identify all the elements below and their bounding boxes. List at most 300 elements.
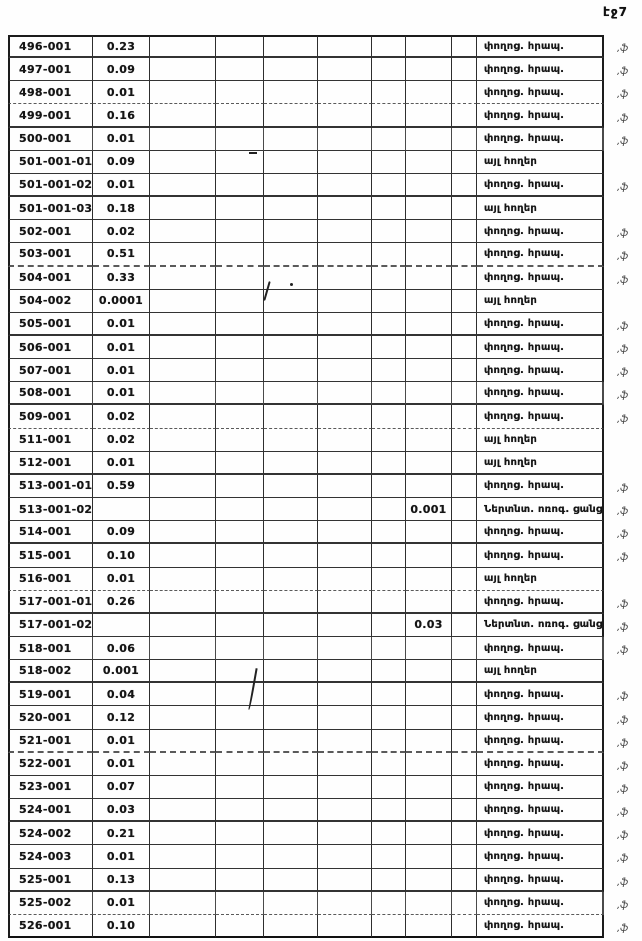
land-use-cell: այլ հողեր — [477, 568, 604, 591]
land-use-cell: փողոց. հրապ. — [477, 591, 604, 614]
parcel-id-cell: 526-001 — [8, 915, 93, 938]
parcel-id-cell: 524-003 — [8, 845, 93, 868]
empty-cell — [264, 35, 318, 58]
empty-cell — [150, 845, 216, 868]
empty-cell — [372, 591, 406, 614]
empty-cell — [372, 614, 406, 637]
margin-mark: ,ֆ — [617, 274, 629, 286]
empty-cell — [318, 845, 372, 868]
empty-cell — [264, 220, 318, 243]
land-use-cell: փողոց. հրապ. — [477, 753, 604, 776]
empty-cell — [150, 591, 216, 614]
area-cell: 0.01 — [93, 730, 150, 753]
empty-cell — [318, 290, 372, 313]
empty-cell — [318, 128, 372, 151]
empty-cell — [150, 475, 216, 498]
area-cell: 0.33 — [93, 267, 150, 290]
empty-cell — [216, 382, 264, 405]
empty-cell — [452, 822, 477, 845]
margin-mark: ,ֆ — [617, 621, 629, 633]
parcel-id-cell: 496-001 — [8, 35, 93, 58]
area2-cell — [406, 915, 452, 938]
empty-cell — [216, 58, 264, 81]
area-cell: 0.02 — [93, 405, 150, 428]
land-use-cell: փողոց. հրապ. — [477, 174, 604, 197]
area2-cell — [406, 359, 452, 382]
parcel-id-cell: 507-001 — [8, 359, 93, 382]
empty-cell — [216, 475, 264, 498]
area-cell: 0.10 — [93, 544, 150, 567]
empty-cell — [372, 660, 406, 683]
empty-cell — [318, 498, 372, 521]
empty-cell — [452, 313, 477, 336]
margin-mark: ,ֆ — [617, 598, 629, 610]
empty-cell — [452, 799, 477, 822]
empty-cell — [318, 174, 372, 197]
area2-cell — [406, 151, 452, 174]
margin-mark: ,ֆ — [617, 552, 629, 564]
empty-cell — [216, 104, 264, 127]
empty-cell — [150, 915, 216, 938]
area-cell — [93, 498, 150, 521]
land-use-cell: փողոց. հրապ. — [477, 81, 604, 104]
empty-cell — [318, 892, 372, 915]
empty-cell — [150, 58, 216, 81]
empty-cell — [264, 706, 318, 729]
empty-cell — [150, 267, 216, 290]
empty-cell — [150, 405, 216, 428]
empty-cell — [264, 614, 318, 637]
empty-cell — [452, 220, 477, 243]
parcel-id-cell: 517-001-02 — [8, 614, 93, 637]
parcel-id-cell: 524-001 — [8, 799, 93, 822]
empty-cell — [264, 660, 318, 683]
land-use-cell: փողոց. հրապ. — [477, 869, 604, 892]
empty-cell — [372, 799, 406, 822]
empty-cell — [372, 313, 406, 336]
table-row — [8, 521, 640, 544]
area-cell: 0.59 — [93, 475, 150, 498]
table-row — [8, 591, 640, 614]
area2-cell — [406, 892, 452, 915]
parcel-id-cell: 509-001 — [8, 405, 93, 428]
land-use-cell: փողոց. հրապ. — [477, 521, 604, 544]
parcel-id-cell: 518-002 — [8, 660, 93, 683]
parcel-id-cell: 498-001 — [8, 81, 93, 104]
table-row — [8, 660, 640, 683]
empty-cell — [452, 915, 477, 938]
table-row — [8, 799, 640, 822]
empty-cell — [216, 799, 264, 822]
margin-mark: ,ֆ — [617, 783, 629, 795]
parcel-id-cell: 517-001-01 — [8, 591, 93, 614]
table-row — [8, 475, 640, 498]
land-use-cell: այլ հողեր — [477, 660, 604, 683]
empty-cell — [216, 81, 264, 104]
empty-cell — [318, 475, 372, 498]
empty-cell — [264, 243, 318, 266]
empty-cell — [372, 58, 406, 81]
empty-cell — [216, 568, 264, 591]
area2-cell — [406, 35, 452, 58]
area-cell: 0.16 — [93, 104, 150, 127]
table-row — [8, 290, 640, 313]
area-cell: 0.18 — [93, 197, 150, 220]
area-cell: 0.01 — [93, 568, 150, 591]
empty-cell — [452, 58, 477, 81]
empty-cell — [372, 405, 406, 428]
empty-cell — [452, 776, 477, 799]
table-row — [8, 869, 640, 892]
empty-cell — [318, 359, 372, 382]
empty-cell — [216, 683, 264, 706]
empty-cell — [216, 614, 264, 637]
empty-cell — [216, 706, 264, 729]
empty-cell — [452, 683, 477, 706]
empty-cell — [264, 753, 318, 776]
area2-cell — [406, 81, 452, 104]
empty-cell — [318, 753, 372, 776]
empty-cell — [264, 869, 318, 892]
land-use-cell: փողոց. հրապ. — [477, 220, 604, 243]
land-use-cell: Ներտնտ. ոռոգ. ցանց — [477, 498, 604, 521]
area2-cell — [406, 521, 452, 544]
margin-mark: ,ֆ — [617, 506, 629, 518]
empty-cell — [318, 776, 372, 799]
parcel-id-cell: 519-001 — [8, 683, 93, 706]
empty-cell — [216, 336, 264, 359]
area-cell: 0.02 — [93, 429, 150, 452]
land-use-cell: այլ հողեր — [477, 452, 604, 475]
empty-cell — [372, 220, 406, 243]
empty-cell — [216, 591, 264, 614]
area-cell: 0.06 — [93, 637, 150, 660]
area2-cell — [406, 776, 452, 799]
empty-cell — [452, 591, 477, 614]
margin-mark: ,ֆ — [617, 529, 629, 541]
empty-cell — [318, 35, 372, 58]
parcel-table — [8, 35, 640, 938]
parcel-id-cell: 514-001 — [8, 521, 93, 544]
empty-cell — [150, 521, 216, 544]
land-use-cell: փողոց. հրապ. — [477, 730, 604, 753]
parcel-id-cell: 515-001 — [8, 544, 93, 567]
empty-cell — [216, 869, 264, 892]
empty-cell — [264, 313, 318, 336]
table-row — [8, 197, 640, 220]
empty-cell — [216, 637, 264, 660]
margin-mark: ,ֆ — [617, 691, 629, 703]
margin-mark: ,ֆ — [617, 645, 629, 657]
page-number: էջ7 — [602, 5, 628, 19]
empty-cell — [318, 151, 372, 174]
table-row — [8, 845, 640, 868]
table-row — [8, 637, 640, 660]
area2-cell — [406, 174, 452, 197]
empty-cell — [216, 220, 264, 243]
area-cell: 0.01 — [93, 128, 150, 151]
empty-cell — [318, 614, 372, 637]
parcel-id-cell: 505-001 — [8, 313, 93, 336]
land-use-cell: փողոց. հրապ. — [477, 637, 604, 660]
table-row — [8, 822, 640, 845]
empty-cell — [318, 220, 372, 243]
margin-mark: ,ֆ — [617, 112, 629, 124]
empty-cell — [150, 35, 216, 58]
empty-cell — [264, 892, 318, 915]
empty-cell — [372, 429, 406, 452]
area2-cell — [406, 405, 452, 428]
area-cell: 0.09 — [93, 58, 150, 81]
empty-cell — [318, 544, 372, 567]
parcel-id-cell: 521-001 — [8, 730, 93, 753]
empty-cell — [372, 521, 406, 544]
margin-mark: ,ֆ — [617, 807, 629, 819]
empty-cell — [318, 197, 372, 220]
table-row — [8, 267, 640, 290]
area-cell: 0.10 — [93, 915, 150, 938]
scan-artifact — [249, 152, 257, 154]
area-cell: 0.001 — [93, 660, 150, 683]
empty-cell — [318, 869, 372, 892]
parcel-id-cell: 504-001 — [8, 267, 93, 290]
land-use-cell: այլ հողեր — [477, 429, 604, 452]
empty-cell — [216, 35, 264, 58]
empty-cell — [216, 243, 264, 266]
empty-cell — [216, 544, 264, 567]
area2-cell — [406, 706, 452, 729]
empty-cell — [264, 290, 318, 313]
empty-cell — [318, 382, 372, 405]
area2-cell — [406, 683, 452, 706]
margin-mark — [604, 292, 640, 315]
empty-cell — [452, 35, 477, 58]
land-use-cell: այլ հողեր — [477, 197, 604, 220]
table-row — [8, 220, 640, 243]
empty-cell — [372, 197, 406, 220]
margin-mark: ,ֆ — [617, 344, 629, 356]
land-use-cell: փողոց. հրապ. — [477, 382, 604, 405]
empty-cell — [264, 174, 318, 197]
empty-cell — [318, 660, 372, 683]
empty-cell — [216, 915, 264, 938]
empty-cell — [318, 429, 372, 452]
empty-cell — [372, 822, 406, 845]
empty-cell — [452, 81, 477, 104]
area2-cell: 0.03 — [406, 614, 452, 637]
empty-cell — [264, 475, 318, 498]
empty-cell — [372, 845, 406, 868]
margin-mark — [604, 454, 640, 477]
land-use-cell: փողոց. հրապ. — [477, 822, 604, 845]
area-cell: 0.03 — [93, 799, 150, 822]
table-row — [8, 405, 640, 428]
parcel-id-cell: 501-001-03 — [8, 197, 93, 220]
empty-cell — [216, 405, 264, 428]
area2-cell — [406, 568, 452, 591]
table-row — [8, 336, 640, 359]
empty-cell — [264, 151, 318, 174]
margin-mark: ,ֆ — [617, 482, 629, 494]
empty-cell — [264, 915, 318, 938]
empty-cell — [452, 845, 477, 868]
empty-cell — [452, 290, 477, 313]
margin-mark: ,ֆ — [617, 390, 629, 402]
empty-cell — [452, 521, 477, 544]
empty-cell — [372, 452, 406, 475]
empty-cell — [264, 730, 318, 753]
empty-cell — [216, 267, 264, 290]
table-row — [8, 568, 640, 591]
margin-mark: ,ֆ — [617, 320, 629, 332]
margin-mark — [604, 431, 640, 454]
margin-mark: ,ֆ — [617, 922, 629, 934]
empty-cell — [150, 313, 216, 336]
area-cell: 0.01 — [93, 892, 150, 915]
area-cell: 0.01 — [93, 359, 150, 382]
empty-cell — [264, 568, 318, 591]
land-use-cell: փողոց. հրապ. — [477, 845, 604, 868]
empty-cell — [150, 336, 216, 359]
margin-mark: ,ֆ — [617, 830, 629, 842]
empty-cell — [452, 197, 477, 220]
empty-cell — [452, 544, 477, 567]
margin-mark: ,ֆ — [617, 135, 629, 147]
land-use-cell: փողոց. հրապ. — [477, 776, 604, 799]
empty-cell — [452, 498, 477, 521]
empty-cell — [150, 822, 216, 845]
empty-cell — [318, 915, 372, 938]
empty-cell — [372, 243, 406, 266]
land-use-cell: փողոց. հրապ. — [477, 104, 604, 127]
empty-cell — [150, 429, 216, 452]
margin-mark: ,ֆ — [617, 714, 629, 726]
area2-cell — [406, 336, 452, 359]
empty-cell — [452, 614, 477, 637]
empty-cell — [318, 799, 372, 822]
margin-mark: ,ֆ — [617, 43, 629, 55]
area2-cell — [406, 290, 452, 313]
margin-mark: ,ֆ — [617, 89, 629, 101]
empty-cell — [216, 730, 264, 753]
empty-cell — [452, 243, 477, 266]
margin-mark: ,ֆ — [617, 413, 629, 425]
area2-cell — [406, 475, 452, 498]
empty-cell — [372, 35, 406, 58]
area2-cell: 0.001 — [406, 498, 452, 521]
land-use-cell: այլ հողեր — [477, 290, 604, 313]
empty-cell — [216, 892, 264, 915]
margin-mark: ,ֆ — [617, 737, 629, 749]
parcel-id-cell: 502-001 — [8, 220, 93, 243]
empty-cell — [318, 591, 372, 614]
area-cell: 0.01 — [93, 336, 150, 359]
area2-cell — [406, 58, 452, 81]
empty-cell — [264, 267, 318, 290]
empty-cell — [452, 660, 477, 683]
empty-cell — [318, 405, 372, 428]
empty-cell — [264, 81, 318, 104]
empty-cell — [264, 683, 318, 706]
area2-cell — [406, 452, 452, 475]
table-row — [8, 382, 640, 405]
area-cell: 0.09 — [93, 151, 150, 174]
empty-cell — [372, 498, 406, 521]
area2-cell — [406, 544, 452, 567]
area2-cell — [406, 799, 452, 822]
empty-cell — [372, 336, 406, 359]
empty-cell — [264, 58, 318, 81]
empty-cell — [216, 498, 264, 521]
table-row — [8, 313, 640, 336]
table-row — [8, 243, 640, 266]
area-cell: 0.23 — [93, 35, 150, 58]
empty-cell — [318, 313, 372, 336]
table-row — [8, 915, 640, 938]
table-row — [8, 498, 640, 521]
empty-cell — [264, 637, 318, 660]
area-cell — [93, 614, 150, 637]
empty-cell — [372, 151, 406, 174]
empty-cell — [150, 892, 216, 915]
empty-cell — [264, 845, 318, 868]
area-cell: 0.09 — [93, 521, 150, 544]
empty-cell — [150, 568, 216, 591]
area-cell: 0.51 — [93, 243, 150, 266]
table-row — [8, 104, 640, 127]
area2-cell — [406, 753, 452, 776]
margin-mark: ,ֆ — [617, 760, 629, 772]
table-row — [8, 544, 640, 567]
empty-cell — [452, 128, 477, 151]
empty-cell — [216, 151, 264, 174]
empty-cell — [372, 475, 406, 498]
parcel-id-cell: 524-002 — [8, 822, 93, 845]
table-row — [8, 452, 640, 475]
parcel-id-cell: 503-001 — [8, 243, 93, 266]
empty-cell — [150, 614, 216, 637]
empty-cell — [452, 405, 477, 428]
empty-cell — [264, 799, 318, 822]
area-cell: 0.04 — [93, 683, 150, 706]
empty-cell — [264, 405, 318, 428]
parcel-id-cell: 523-001 — [8, 776, 93, 799]
area2-cell — [406, 822, 452, 845]
table-row — [8, 429, 640, 452]
empty-cell — [150, 799, 216, 822]
parcel-id-cell: 500-001 — [8, 128, 93, 151]
empty-cell — [372, 753, 406, 776]
empty-cell — [150, 81, 216, 104]
table-row — [8, 730, 640, 753]
empty-cell — [216, 776, 264, 799]
empty-cell — [216, 822, 264, 845]
empty-cell — [264, 128, 318, 151]
empty-cell — [216, 452, 264, 475]
area-cell: 0.0001 — [93, 290, 150, 313]
empty-cell — [264, 521, 318, 544]
empty-cell — [318, 336, 372, 359]
empty-cell — [216, 845, 264, 868]
area2-cell — [406, 637, 452, 660]
land-use-cell: փողոց. հրապ. — [477, 313, 604, 336]
empty-cell — [372, 359, 406, 382]
empty-cell — [452, 452, 477, 475]
empty-cell — [318, 730, 372, 753]
area2-cell — [406, 591, 452, 614]
empty-cell — [318, 104, 372, 127]
empty-cell — [150, 220, 216, 243]
